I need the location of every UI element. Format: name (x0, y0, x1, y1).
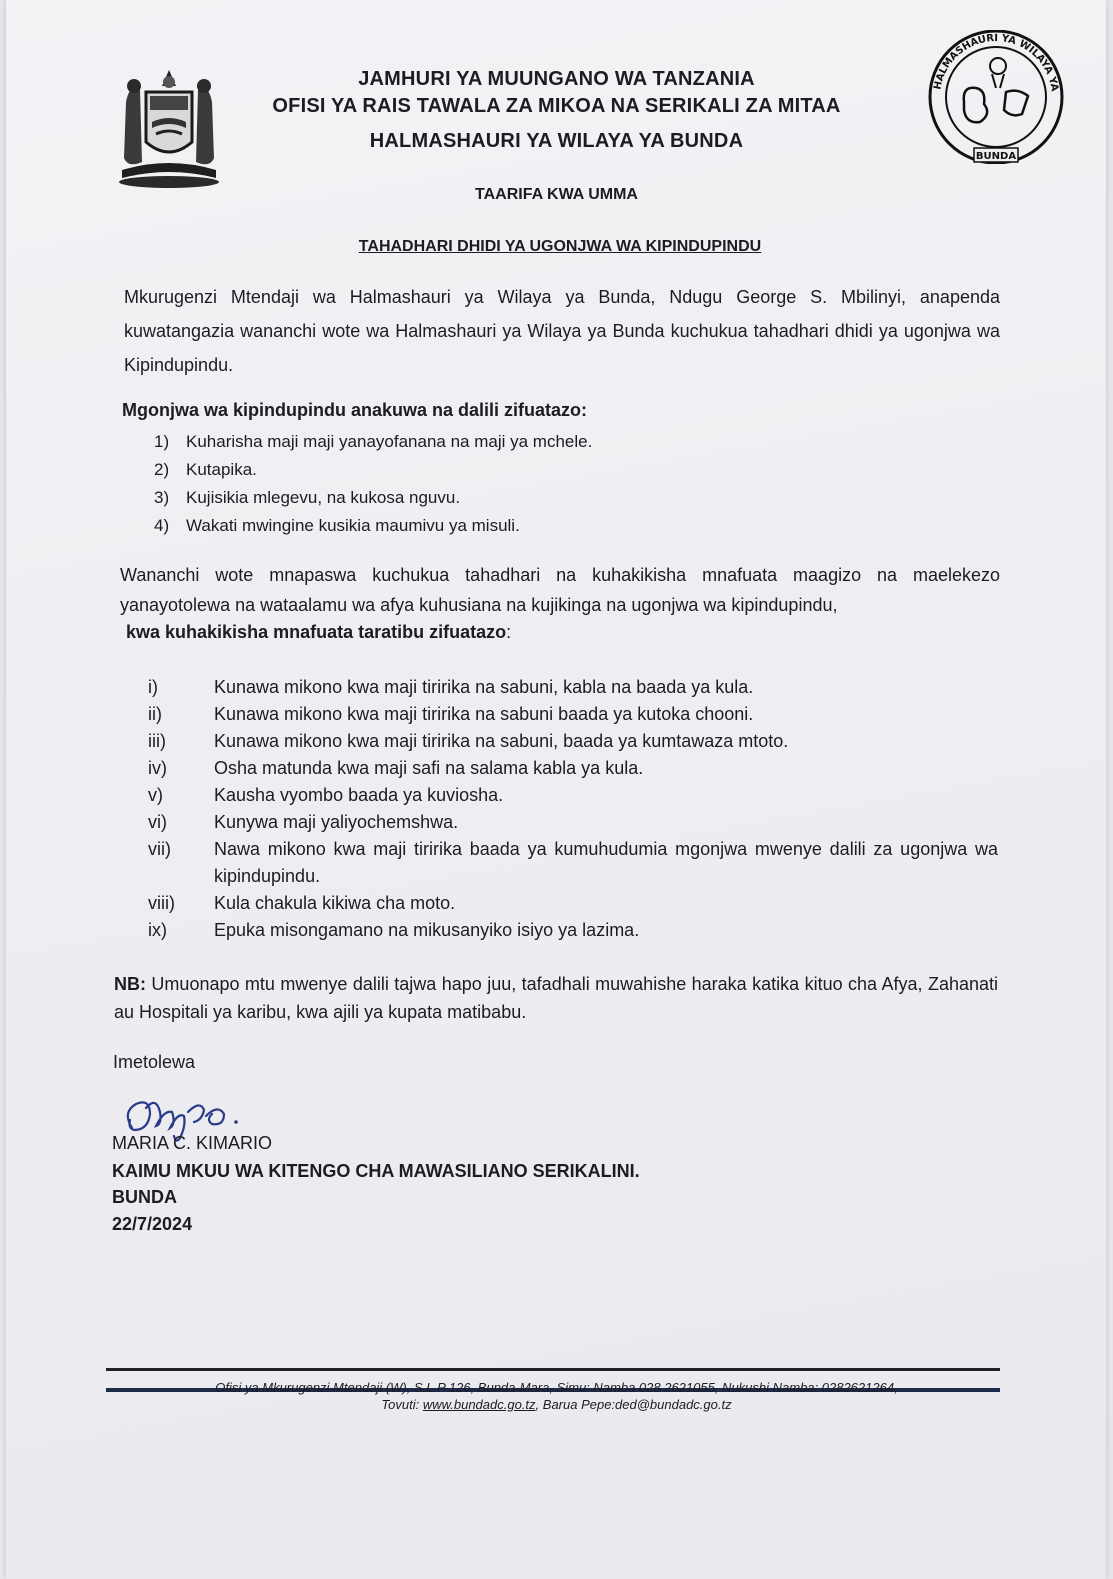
nb-text: Umuonapo mtu mwenye dalili tajwa hapo juu, tafadhali muwahishe haraka katika kituo cha Afya, Zahanati au Hospitali ya karibu, kwa ajili ya kupata matibabu. (114, 974, 998, 1022)
precaution-item (148, 782, 998, 809)
symptom-item (154, 484, 592, 512)
symptom-item (154, 512, 592, 540)
notice-type: TAARIFA KWA UMMA (475, 186, 638, 203)
footer-address-line: Ofisi ya Mkurugenzi Mtendaji (W), S.L.P 126, Bunda-Mara, Simu: Namba 028 2621055, Nukushi Namba: 0282621264, (215, 1380, 898, 1395)
precaution-number: ix) (148, 920, 167, 940)
symptom-number: 1) (154, 432, 170, 451)
precautions-list (148, 674, 998, 944)
precaution-number: i) (148, 677, 158, 697)
footer-website-link[interactable]: www.bundadc.go.tz (422, 1397, 536, 1412)
precaution-item (148, 755, 998, 782)
precaution-number: vii) (148, 839, 171, 859)
signatory-title: KAIMU MKUU WA KITENGO CHA MAWASILIANO SERIKALINI. (112, 1161, 640, 1181)
symptom-item (154, 456, 592, 484)
precaution-item (148, 836, 998, 890)
precaution-item (148, 917, 998, 944)
precaution-text: Epuka misongamano na mikusanyiko isiyo ya lazima. (214, 920, 640, 940)
precaution-item (148, 674, 998, 701)
nb-label: NB: (114, 974, 146, 994)
precaution-number: viii) (148, 893, 175, 913)
seal-bottom-text: BUNDA (975, 151, 1017, 162)
precaution-text: Kunywa maji yaliyochemshwa. (214, 812, 459, 832)
precaution-item (148, 728, 998, 755)
precaution-text: Kula chakula kikiwa cha moto. (214, 893, 456, 913)
signatory-name: MARIA C. KIMARIO (112, 1133, 273, 1153)
footer-web-prefix: Tovuti: (381, 1397, 423, 1412)
notice-subject: TAHADHARI DHIDI YA UGONJWA WA KIPINDUPINDU (358, 238, 762, 255)
precaution-number: v) (148, 785, 163, 805)
precaution-number: iv) (148, 758, 167, 778)
seal-arc-text: HALMASHAURI YA WILAYA YA (932, 32, 1060, 93)
symptom-text: Kujisikia mlegevu, na kukosa nguvu. (186, 488, 461, 507)
precaution-item (148, 701, 998, 728)
header-line-republic: JAMHURI YA MUUNGANO WA TANZANIA (358, 68, 755, 90)
header-line-council: HALMASHAURI YA WILAYA YA BUNDA (369, 130, 744, 152)
nb-paragraph (114, 970, 998, 1026)
symptom-text: Wakati mwingine kusikia maumivu ya misuli. (186, 516, 520, 535)
precaution-text: Kunawa mikono kwa maji tiririka na sabuni, kabla na baada ya kula. (214, 677, 754, 697)
symptom-number: 4) (154, 516, 170, 535)
signatory-date: 22/7/2024 (112, 1214, 193, 1234)
advice-paragraph: Wananchi wote mnapaswa kuchukua tahadhari na kuhakikisha mnafuata maagizo na maelekezo yanayotolewa na wataalamu wa afya kuhusiana na kujikinga na ugonjwa wa kipindupindu, (120, 565, 1000, 615)
symptom-text: Kutapika. (186, 460, 257, 479)
precaution-text: Kausha vyombo baada ya kuviosha. (214, 785, 504, 805)
intro-paragraph: Mkurugenzi Mtendaji wa Halmashauri ya Wilaya ya Bunda, Ndugu George S. Mbilinyi, anapenda kuwatangazia wananchi wote wa Halmashauri ya Wilaya ya Bunda kuchukua tahadhari dhidi ya ugonjwa wa Kipindupindu. (124, 287, 1000, 375)
symptoms-title: Mgonjwa wa kipindupindu anakuwa na dalili zifuatazo: (122, 400, 588, 420)
footer-web-line (0, 1396, 1113, 1413)
precaution-number: iii) (148, 731, 166, 751)
symptom-item (154, 428, 592, 456)
issued-label: Imetolewa (113, 1052, 196, 1072)
precaution-text: Nawa mikono kwa maji tiririka baada ya kumuhudumia mgonjwa mwenye dalili za ugonjwa wa kipindupindu. (214, 839, 998, 886)
header-line-ministry: OFISI YA RAIS TAWALA ZA MIKOA NA SERIKALI ZA MITAA (272, 95, 841, 117)
signatory-place: BUNDA (112, 1187, 177, 1207)
precaution-item (148, 809, 998, 836)
footer-divider-top (106, 1368, 1000, 1371)
advice-bold-line (126, 622, 511, 643)
footer-contact (0, 1379, 1113, 1413)
precaution-item (148, 890, 998, 917)
symptom-number: 2) (154, 460, 170, 479)
advice-colon: : (506, 622, 512, 642)
precaution-text: Kunawa mikono kwa maji tiririka na sabuni baada ya kutoka chooni. (214, 704, 754, 724)
precaution-text: Kunawa mikono kwa maji tiririka na sabuni, baada ya kumtawaza mtoto. (214, 731, 789, 751)
precaution-number: vi) (148, 812, 167, 832)
precaution-number: ii) (148, 704, 162, 724)
precaution-text: Osha matunda kwa maji safi na salama kabla ya kula. (214, 758, 644, 778)
advice-bold-text: kwa kuhakikisha mnafuata taratibu zifuatazo (126, 622, 507, 642)
symptoms-list (154, 428, 592, 540)
symptom-number: 3) (154, 488, 170, 507)
symptom-text: Kuharisha maji maji yanayofanana na maji ya mchele. (186, 432, 593, 451)
footer-email: , Barua Pepe:ded@bundadc.go.tz (535, 1397, 732, 1412)
